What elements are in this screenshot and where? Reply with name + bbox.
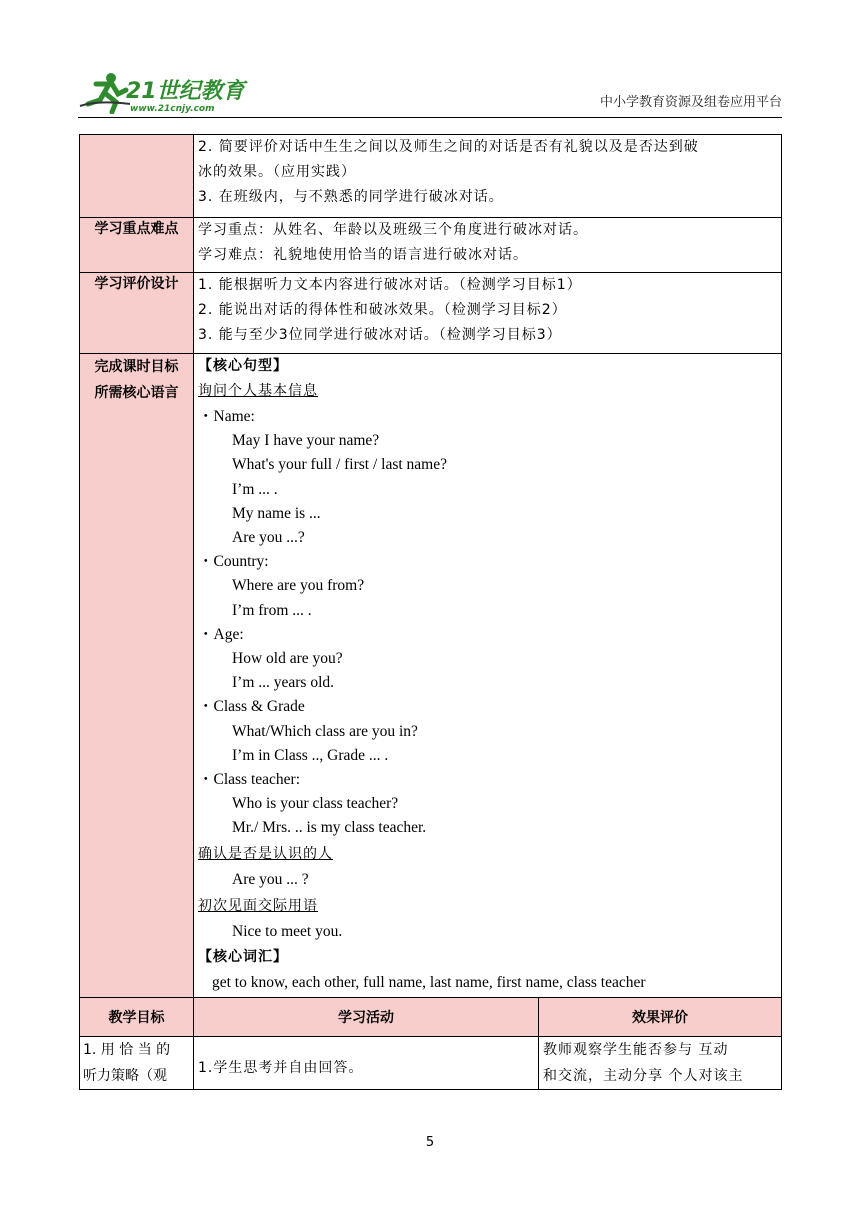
table-row [80, 354, 782, 998]
logo [78, 70, 308, 114]
table-header-row [80, 997, 782, 1036]
logo-url: www.21cnjy.com [130, 104, 215, 114]
sentence: Are you ...? [232, 529, 305, 547]
category-class-grade: ・Class & Grade [198, 698, 305, 716]
label-line: 完成课时目标 [94, 359, 179, 375]
page-header [78, 70, 782, 114]
sentence: I’m ... . [232, 480, 278, 498]
cell-effect-evaluation [539, 1036, 782, 1089]
sentence: I’m ... years old. [232, 674, 335, 692]
label-line: 所需核心语言 [94, 385, 179, 401]
subsection-greetings: 初次见面交际用语 [198, 897, 318, 914]
runner-icon [80, 73, 130, 112]
table-row [80, 1036, 782, 1089]
sentence: I’m from ... . [232, 601, 312, 619]
category-class-teacher: ・Class teacher: [198, 771, 301, 789]
table-row [80, 273, 782, 354]
category-country: ・Country: [198, 553, 269, 571]
evaluation-line: 3. 能与至少3位同学进行破冰对话。（检测学习目标3） [198, 327, 562, 343]
header-platform-name: 中小学教育资源及组卷应用平台 [599, 95, 782, 110]
row-label-evaluation: 学习评价设计 [80, 273, 194, 354]
goals-continued [194, 135, 782, 218]
core-language-content [194, 354, 782, 998]
header-learning-activity: 学习活动 [194, 997, 539, 1036]
cell-line: 教师观察学生能否参与 互动 [543, 1041, 729, 1058]
cell-teaching-goal [80, 1036, 194, 1089]
section-title-vocabulary: 【核心词汇】 [198, 948, 288, 965]
evaluation-line: 1. 能根据听力文本内容进行破冰对话。（检测学习目标1） [198, 277, 582, 293]
difficult-point-line: 学习难点：礼貌地使用恰当的语言进行破冰对话。 [198, 247, 528, 263]
goal-line: 冰的效果。（应用实践） [198, 164, 356, 180]
cell-learning-activity [194, 1036, 539, 1089]
header-teaching-goal: 教学目标 [80, 997, 194, 1036]
header-divider [78, 117, 782, 118]
category-age: ・Age: [198, 625, 244, 643]
cell-line: 听力策略（观 [83, 1067, 167, 1084]
sentence: Nice to meet you. [232, 922, 343, 940]
sentence: Where are you from? [232, 577, 365, 595]
goal-line: 3. 在班级内，与不熟悉的同学进行破冰对话。 [198, 189, 504, 205]
category-name: ・Name: [198, 408, 255, 425]
key-points-content [194, 218, 782, 273]
logo-text: 21世纪教育 [126, 79, 245, 104]
table-row [80, 135, 782, 218]
sentence: Who is your class teacher? [232, 795, 399, 813]
table-row [80, 218, 782, 273]
sentence: Are you ... ? [232, 870, 309, 888]
vocabulary-list: get to know, each other, full name, last name, first name, class teacher [212, 973, 646, 991]
page-number: 5 [425, 1135, 435, 1150]
subsection-confirm: 确认是否是认识的人 [198, 845, 333, 862]
header-effect-evaluation: 效果评价 [539, 997, 782, 1036]
sentence: My name is ... [232, 504, 321, 522]
evaluation-line: 2. 能说出对话的得体性和破冰效果。（检测学习目标2） [198, 302, 567, 318]
sentence: What/Which class are you in? [232, 722, 418, 740]
sentence: I’m in Class .., Grade ... . [232, 746, 389, 764]
subsection-personal-info: 询问个人基本信息 [198, 383, 318, 399]
goal-line: 2. 简要评价对话中生生之间以及师生之间的对话是否有礼貌以及是否达到破 [198, 139, 699, 155]
sentence: How old are you? [232, 650, 343, 668]
row-label-empty [80, 135, 194, 218]
sentence: Mr./ Mrs. .. is my class teacher. [232, 819, 427, 837]
sentence: What's your full / first / last name? [232, 456, 448, 474]
evaluation-content [194, 273, 782, 354]
section-title-sentences: 【核心句型】 [198, 358, 288, 374]
cell-line: 和交流，主动分享 个人对该主 [543, 1067, 744, 1084]
cell-line: 1.学生思考并自由回答。 [198, 1059, 364, 1076]
key-point-line: 学习重点：从姓名、年龄以及班级三个角度进行破冰对话。 [198, 222, 588, 238]
sentence: May I have your name? [232, 432, 380, 450]
row-label-key-points: 学习重点难点 [80, 218, 194, 273]
row-label-core-language [80, 354, 194, 998]
lesson-plan-table [79, 134, 782, 1090]
cell-line: 1. 用 恰 当 的 [83, 1041, 171, 1058]
